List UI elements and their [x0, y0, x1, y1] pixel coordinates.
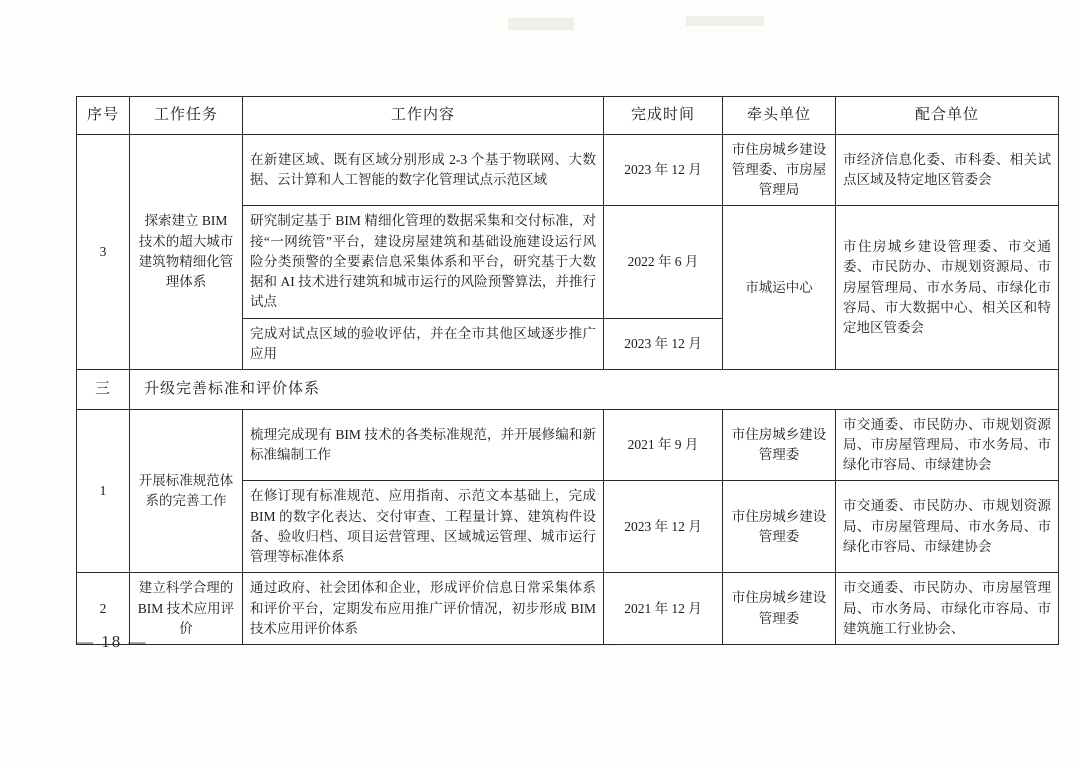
cell-task: 探索建立 BIM 技术的超大城市建筑物精细化管理体系: [130, 134, 243, 370]
table-row: [77, 573, 1059, 645]
cell-content: 梳理完成现有 BIM 技术的各类标准规范，并开展修编和新标准编制工作: [243, 409, 604, 481]
cell-seq: 3: [77, 134, 130, 370]
cell-lead: 市住房城乡建设管理委、市房屋管理局: [723, 134, 836, 206]
cell-content: 完成对试点区域的验收评估，并在全市其他区域逐步推广应用: [243, 318, 604, 370]
cell-lead: 市住房城乡建设管理委: [723, 573, 836, 645]
cell-content: 在修订现有标准规范、应用指南、示范文本基础上，完成 BIM 的数字化表达、交付审查、工程量计算、建筑构件设备、验收归档、项目运营管理、区域城运管理、城市运行管理等标准体系: [243, 481, 604, 573]
cell-time: 2022 年 6 月: [604, 206, 723, 318]
cell-seq: 1: [77, 409, 130, 573]
cell-lead: 市城运中心: [723, 206, 836, 370]
column-header-seq: 序号: [77, 97, 130, 135]
work-plan-table: [76, 96, 1059, 645]
cell-time: 2023 年 12 月: [604, 134, 723, 206]
column-header-content: 工作内容: [243, 97, 604, 135]
section-title: 升级完善标准和评价体系: [130, 370, 1059, 410]
cell-seq: 2: [77, 573, 130, 645]
section-label: 三: [77, 370, 130, 410]
page-number: — 18 —: [76, 632, 148, 651]
column-header-task: 工作任务: [130, 97, 243, 135]
cell-task: 建立科学合理的 BIM 技术应用评价: [130, 573, 243, 645]
cell-time: 2023 年 12 月: [604, 318, 723, 370]
column-header-time: 完成时间: [604, 97, 723, 135]
cell-content: 通过政府、社会团体和企业，形成评价信息日常采集体系和评价平台，定期发布应用推广评价情况，初步形成 BIM 技术应用评价体系: [243, 573, 604, 645]
cell-content: 在新建区域、既有区域分别形成 2-3 个基于物联网、大数据、云计算和人工智能的数字化管理试点示范区域: [243, 134, 604, 206]
cell-time: 2021 年 12 月: [604, 573, 723, 645]
scan-smudge: [508, 18, 574, 30]
cell-coop: 市交通委、市民防办、市规划资源局、市房屋管理局、市水务局、市绿化市容局、市绿建协会: [836, 409, 1059, 481]
cell-coop: 市交通委、市民防办、市规划资源局、市房屋管理局、市水务局、市绿化市容局、市绿建协会: [836, 481, 1059, 573]
cell-coop: 市住房城乡建设管理委、市交通委、市民防办、市规划资源局、市房屋管理局、市水务局、市绿化市容局、市大数据中心、相关区和特定地区管委会: [836, 206, 1059, 370]
table-row: [77, 134, 1059, 206]
section-row: [77, 370, 1059, 410]
table-header-row: [77, 97, 1059, 135]
cell-time: 2023 年 12 月: [604, 481, 723, 573]
cell-coop: 市经济信息化委、市科委、相关试点区域及特定地区管委会: [836, 134, 1059, 206]
cell-lead: 市住房城乡建设管理委: [723, 481, 836, 573]
cell-coop: 市交通委、市民防办、市房屋管理局、市水务局、市绿化市容局、市建筑施工行业协会、: [836, 573, 1059, 645]
table-row: [77, 409, 1059, 481]
scan-smudge: [686, 16, 764, 26]
cell-content: 研究制定基于 BIM 精细化管理的数据采集和交付标准，对接“一网统管”平台，建设房屋建筑和基础设施建设运行风险分类预警的全要素信息采集体系和平台，研究基于大数据和 AI 技术进行建筑和城市运行的风险预警算法，并推行试点: [243, 206, 604, 318]
column-header-coop: 配合单位: [836, 97, 1059, 135]
cell-lead: 市住房城乡建设管理委: [723, 409, 836, 481]
column-header-lead: 牵头单位: [723, 97, 836, 135]
cell-time: 2021 年 9 月: [604, 409, 723, 481]
cell-task: 开展标准规范体系的完善工作: [130, 409, 243, 573]
